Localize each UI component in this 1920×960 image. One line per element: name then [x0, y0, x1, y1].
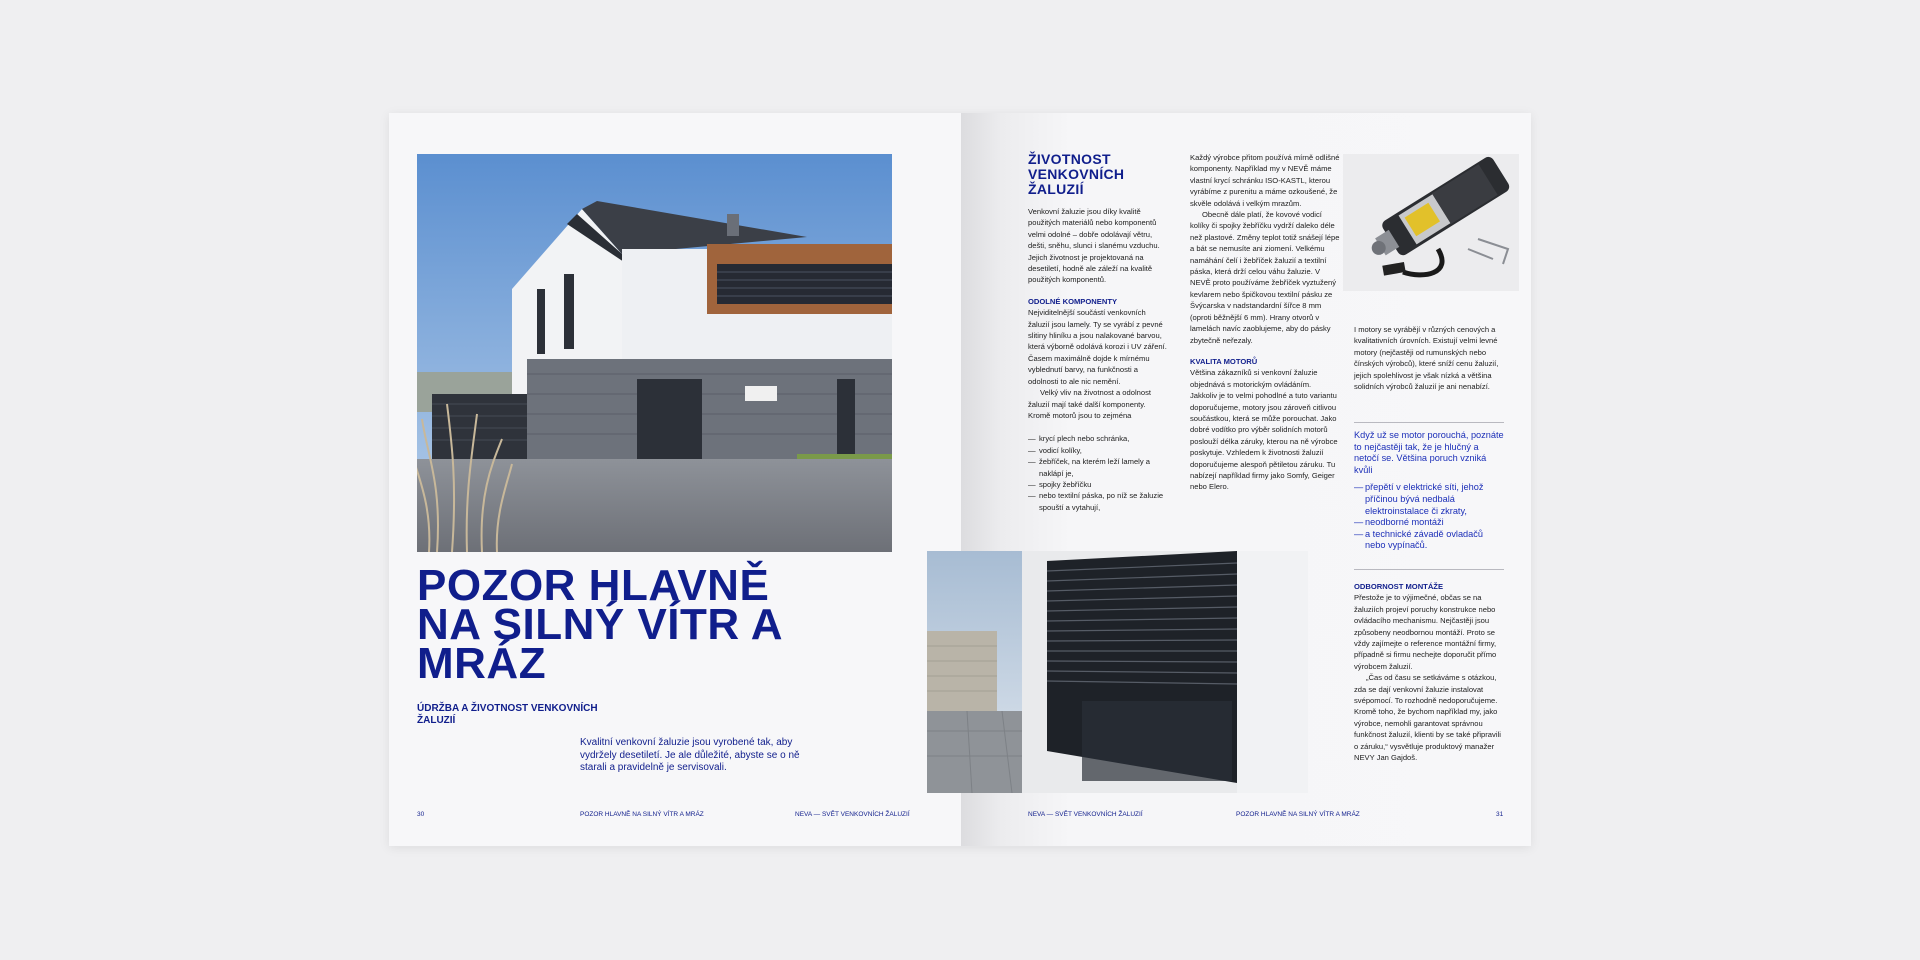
running-head-right: POZOR HLAVNĚ NA SILNÝ VÍTR A MRÁZ — [1236, 811, 1360, 818]
paragraph: Velký vliv na životnost a odolnost žaluzií mají také další komponenty. Kromě motorů jsou to zejména — [1028, 388, 1152, 420]
running-head-publication-right: NEVA — SVĚT VENKOVNÍCH ŽALUZIÍ — [1028, 811, 1143, 818]
divider — [1354, 569, 1504, 570]
magazine-spread — [389, 113, 1531, 846]
left-page — [389, 113, 961, 846]
column-3-lower — [1354, 581, 1504, 764]
list-item: — neodborné montáži — [1354, 517, 1504, 529]
paragraph: Nejviditelnější součástí venkovních žaluzií jsou lamely. Ty se vyrábí z pevné slitiny hliníku a jsou nalakované barvou, která výborně odolává korozi i UV záření. Časem maximálně dojde k mírnému vyblednutí barvy, na funkčnosti a odolnosti to ale nic nemění. — [1028, 308, 1167, 386]
subheading-installation: ODBORNOST MONTÁŽE — [1354, 582, 1444, 591]
paragraph: Venkovní žaluzie jsou díky kvalitě použitých materiálů nebo komponentů velmi odolné – dobře odolávají větru, dešti, sněhu, slunci i slanému vzduchu. Jejich životnost je projektovaná na desetiletí, hodně ale záleží na kvalitě použitých komponentů. — [1028, 207, 1160, 285]
house-photo — [417, 154, 892, 552]
paragraph: I motory se vyrábějí v různých cenových a kvalitativních úrovních. Existují velmi levné motory (nejčastěji od rumunských nebo čínských výrobců), které sníží cenu žaluzií, jejich spolehlivost je však nízká a většina solidních výrobců žaluzií je ani nenabízí. — [1354, 325, 1499, 392]
divider — [1354, 422, 1504, 423]
paragraph: Obecně dále platí, že kovové vodicí kolíky či spojky žebříčku vydrží daleko déle než plastové. Změny teplot totiž snášejí lépe a bát se nemusíte ani ziomení. Velkému namáhání čelí i žebříček žaluzií a textilní páska, která drží celou váhu žaluzie. V NEVĚ proto používáme žebříček vyztužený kevlarem nebo špičkovou textilní pásku ze Švýcarska v nadstandardní šířce 8 mm (oproti běžnější 6 mm). Hrany otvorů v lamelách navíc zaoblujeme, aby do pásky zbytečně neřezaly. — [1190, 210, 1340, 345]
column-3 — [1354, 324, 1504, 392]
list-item: — přepětí v elektrické síti, jehož příčinou bývá nedbalá elektroinstalace či zkraty, — [1354, 482, 1504, 517]
section-heading-lifetime: ŽIVOTNOST VENKOVNÍCH ŽALUZIÍ — [1028, 151, 1125, 197]
article-title: POZOR HLAVNĚ NA SILNÝ VÍTR A MRÁZ — [417, 561, 782, 688]
list-item: — spojky žebříčku — [1028, 479, 1168, 490]
paragraph: Přestože je to výjimečné, občas se na žaluziích projeví poruchy konstrukce nebo ovládacího mechanismu. Nejčastěji jsou způsobeny neodbornou montáží. Proto se vždy zajímejte o reference montážní firmy, případně si firmu nechejte doporučit přímo výrobcem žaluzií. — [1354, 593, 1497, 671]
paragraph: Každý výrobce přitom používá mírně odlišné komponenty. Například my v NEVĚ máme vlastní krycí schránku ISO-KASTL, kterou vyrábíme z purenitu a máme ozkoušené, že skvěle odolává i velkým mrazům. — [1190, 153, 1340, 208]
blinds-photo — [927, 551, 1308, 793]
list-item: — nebo textilní páska, po níž se žaluzie spouští a vytahují, — [1028, 490, 1168, 513]
article-subtitle: ÚDRŽBA A ŽIVOTNOST VENKOVNÍCH ŽALUZIÍ — [417, 703, 598, 726]
column-2 — [1190, 152, 1340, 493]
running-head-left: POZOR HLAVNĚ NA SILNÝ VÍTR A MRÁZ — [580, 811, 704, 818]
list-item: — krycí plech nebo schránka, — [1028, 433, 1168, 444]
quote-list — [1354, 482, 1504, 552]
list-item: — vodicí kolíky, — [1028, 445, 1168, 456]
page-number-left: 30 — [417, 811, 425, 818]
subheading-motor-quality: KVALITA MOTORŮ — [1190, 356, 1258, 366]
quote-text: Když už se motor porouchá, poznáte to nejčastěji tak, že je hlučný a netočí se. Většina poruch vzniká kvůli — [1354, 430, 1504, 475]
list-item: — a technické závadě ovladačů nebo vypínačů. — [1354, 529, 1504, 552]
lead-paragraph: Kvalitní venkovní žaluzie jsou vyrobené tak, aby vydržely desetiletí. Je ale důležité, abyste se o ně starali a pravidelně je servisovali. — [580, 737, 800, 773]
list-item: — žebříček, na kterém leží lamely a naklápí je, — [1028, 456, 1168, 479]
page-number-right: 31 — [1496, 811, 1504, 818]
components-list — [1028, 433, 1168, 513]
paragraph: Většina zákazníků si venkovní žaluzie objednává s motorickým ovládáním. Jakkoliv je to velmi pohodlné a tuto variantu doporučujeme, motory jsou zároveň citlivou součástkou, která se může porouchat. Jako dobré vodítko pro výběr solidních motorů poslouží délka záruky, kterou na ně výrobce poskytuje. Vzhledem k životnosti žaluzií doporučujeme alespoň pětiletou záruku. Tu nabízejí například firmy jako Somfy, Geiger nebo Elero. — [1190, 368, 1338, 492]
pull-quote — [1354, 430, 1504, 552]
subheading-durable-components: ODOLNÉ KOMPONENTY — [1028, 296, 1118, 306]
motor-photo — [1343, 154, 1519, 291]
paragraph: „Čas od času se setkáváme s otázkou, zda se dají venkovní žaluzie instalovat svépomocí. To rozhodně nedoporučujeme. Kromě toho, že bychom například my, jako výrobce, nemohli garantovat správnou funkčnost žaluzií, klienti by se také připravili o záruku,“ vysvětluje produktový manažer NEVY Jan Gajdoš. — [1354, 673, 1501, 763]
column-1 — [1028, 152, 1168, 513]
running-head-publication-left: NEVA — SVĚT VENKOVNÍCH ŽALUZIÍ — [795, 811, 910, 818]
